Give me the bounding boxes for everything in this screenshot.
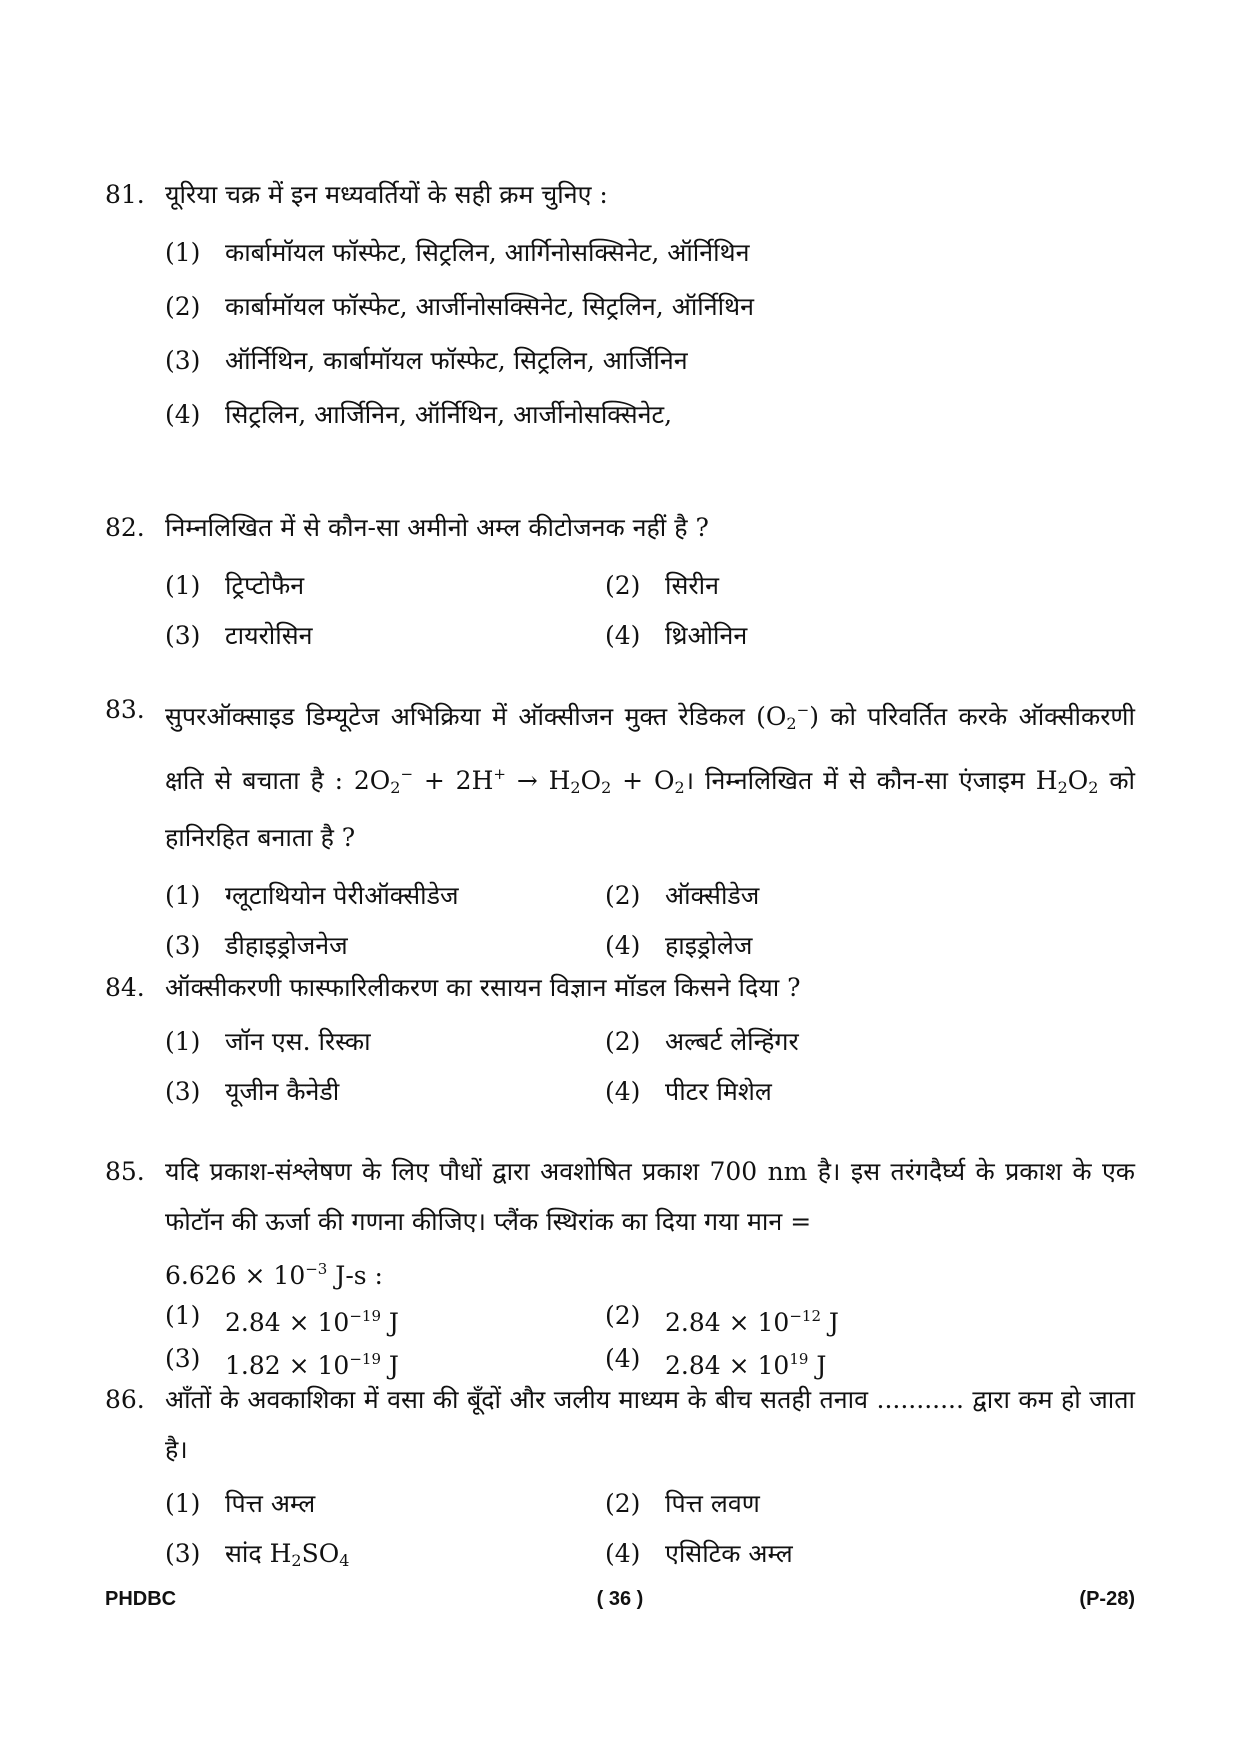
option-text: $2.84 \times 10^{-12}$ J <box>665 1307 839 1337</box>
option-text: कार्बामॉयल फॉस्फेट, आर्जीनोसक्सिनेट, सिट्रलिन, ऑर्निथिन <box>225 292 754 321</box>
question-text: निम्नलिखित में से कौन-सा अमीनो अम्ल कीटोजनक नहीं है ? <box>165 513 709 542</box>
option-text: $1.82 \times 10^{-19}$ J <box>225 1350 399 1380</box>
option-text: ग्लूटाथियोन पेरीऑक्सीडेज <box>225 881 459 910</box>
option-text: जॉन एस. रिस्का <box>225 1027 371 1056</box>
option-text: अल्बर्ट लेन्हिंगर <box>665 1027 799 1056</box>
footer-series: (P-28) <box>1079 1588 1135 1610</box>
question-82 <box>105 503 1135 661</box>
option: (3) यूजीन कैनेडी <box>165 1067 605 1117</box>
option-text: $2.84 \times 10^{19}$ J <box>665 1350 827 1380</box>
option: (4) थ्रिओनिन <box>605 611 1045 661</box>
option-text: टायरोसिन <box>225 621 313 650</box>
page-number: ( 36 ) <box>596 1588 644 1610</box>
option-text: सिरीन <box>665 571 719 600</box>
option: (2) कार्बामॉयल फॉस्फेट, आर्जीनोसक्सिनेट, सिट्रलिन, ऑर्निथिन <box>165 282 1135 332</box>
footer-code: PHDBC <box>105 1588 177 1610</box>
option: (2) पित्त लवण <box>605 1479 1045 1529</box>
option-text: ट्रिप्टोफैन <box>225 571 305 600</box>
question-number: 81. <box>105 180 145 209</box>
option-text: पीटर मिशेल <box>665 1077 772 1106</box>
question-text: यूरिया चक्र में इन मध्यवर्तियों के सही क्रम चुनिए : <box>165 180 608 209</box>
option: (1) ट्रिप्टोफैन <box>165 561 605 611</box>
option: (3) डीहाइड्रोजनेज <box>165 921 605 971</box>
option: (1) $2.84 \times 10^{-19}$ J <box>165 1298 605 1341</box>
question-text: सुपरऑक्साइड डिम्यूटेज अभिक्रिया में ऑक्सीजन मुक्त रेडिकल $(O_2^-)$ को परिवर्तित करके ऑक्सीकरणी क्षति से बचाता है : $2O_2^- + 2H^+ \to H_2O_2$ + $O_2।$ निम्नलिखित में से कौन-सा एंजाइम $H_2O_2$ को हानिरहित बनाता है ? <box>165 701 1135 852</box>
question-number: 84. <box>105 973 145 1002</box>
option: (1) जॉन एस. रिस्का <box>165 1017 605 1067</box>
question-number: 83. <box>105 695 145 724</box>
option-text: थ्रिओनिन <box>665 621 748 650</box>
question-86 <box>105 1375 1135 1586</box>
option-text: ऑर्निथिन, कार्बामॉयल फॉस्फेट, सिट्रलिन, आर्जिनिन <box>225 346 688 375</box>
option-text: एसिटिक अम्ल <box>665 1539 793 1568</box>
option-text: पित्त लवण <box>665 1489 760 1518</box>
option: (4) हाइड्रोलेज <box>605 921 1045 971</box>
option: (2) $2.84 \times 10^{-12}$ J <box>605 1298 1045 1341</box>
option: (2) अल्बर्ट लेन्हिंगर <box>605 1017 1045 1067</box>
question-text: आँतों के अवकाशिका में वसा की बूँदों और जलीय माध्यम के बीच सतही तनाव ........... द्वारा कम हो जाता है। <box>165 1385 1135 1464</box>
option-text: कार्बामॉयल फॉस्फेट, सिट्रलिन, आर्गिनोसक्सिनेट, ऑर्निथिन <box>225 238 750 267</box>
question-83 <box>105 685 1135 971</box>
question-85 <box>105 1147 1135 1384</box>
option: (3) टायरोसिन <box>165 611 605 661</box>
option: (4) $2.84 \times 10^{19}$ J <box>605 1341 1045 1384</box>
reaction-equation: $2O_2^- + 2H^+ \to H_2O_2 + O_2$ <box>353 765 685 797</box>
option-text: सिट्रलिन, आर्जिनिन, ऑर्निथिन, आर्जीनोसक्सिनेट, <box>225 400 673 429</box>
option: (2) ऑक्सीडेज <box>605 871 1045 921</box>
option-text: हाइड्रोलेज <box>665 931 753 960</box>
option: (4) सिट्रलिन, आर्जिनिन, ऑर्निथिन, आर्जीनोसक्सिनेट, <box>165 390 1135 440</box>
planck-constant: $6.626 \times 10^{-3}$ J-s : <box>165 1260 383 1290</box>
question-81 <box>105 170 1135 440</box>
option: (1) पित्त अम्ल <box>165 1479 605 1529</box>
question-text: यदि प्रकाश-संश्लेषण के लिए पौधों द्वारा अवशोषित प्रकाश 700 nm है। इस तरंगदैर्घ्य के प्रकाश के एक फोटॉन की ऊर्जा की गणना कीजिए। प्लैंक स्थिरांक का दिया गया मान = $6.626 \times 10^{-3}$ J-s : <box>165 1147 1135 1298</box>
option-text: सांद $H_2SO_4$ <box>225 1539 350 1570</box>
option: (3) सांद $H_2SO_4$ <box>165 1529 605 1586</box>
option: (4) एसिटिक अम्ल <box>605 1529 1045 1586</box>
option: (4) पीटर मिशेल <box>605 1067 1045 1117</box>
question-number: 86. <box>105 1385 145 1414</box>
question-text: ऑक्सीकरणी फास्फारिलीकरण का रसायन विज्ञान मॉडल किसने दिया ? <box>165 973 801 1002</box>
option: (3) $1.82 \times 10^{-19}$ J <box>165 1341 605 1384</box>
question-number: 82. <box>105 513 145 542</box>
question-84 <box>105 963 1135 1117</box>
option: (2) सिरीन <box>605 561 1045 611</box>
option: (1) ग्लूटाथियोन पेरीऑक्सीडेज <box>165 871 605 921</box>
option-text: $2.84 \times 10^{-19}$ J <box>225 1307 399 1337</box>
option-text: पित्त अम्ल <box>225 1489 316 1518</box>
option-text: यूजीन कैनेडी <box>225 1077 340 1106</box>
option: (3) ऑर्निथिन, कार्बामॉयल फॉस्फेट, सिट्रलिन, आर्जिनिन <box>165 336 1135 386</box>
option: (1) कार्बामॉयल फॉस्फेट, सिट्रलिन, आर्गिनोसक्सिनेट, ऑर्निथिन <box>165 228 1135 278</box>
option-text: डीहाइड्रोजनेज <box>225 931 348 960</box>
option-text: ऑक्सीडेज <box>665 881 760 910</box>
question-number: 85. <box>105 1157 145 1186</box>
